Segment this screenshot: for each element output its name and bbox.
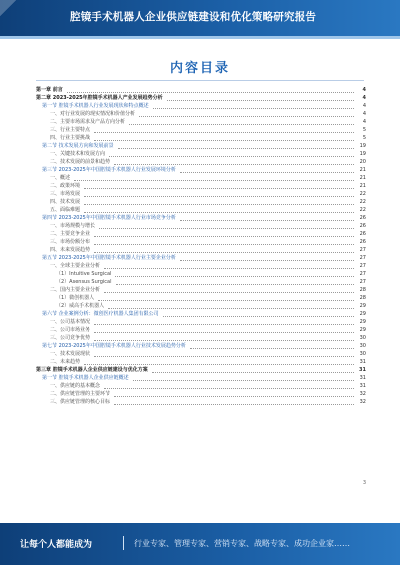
toc-entry-page: 29 [359,327,366,333]
toc-entry[interactable] [36,102,366,110]
toc-entry-label: 第二节 技术发展方向和发展前景 [42,143,114,149]
toc-entry-page: 5 [362,135,366,141]
toc-entry-label: （2）威高手术机器人 [56,303,105,309]
toc-entry[interactable] [36,286,366,294]
toc-entry-label: 一、对行业发展的现实情况和价值分析 [50,111,136,117]
toc-entry-page: 27 [359,271,366,277]
toc-entry-page: 26 [359,239,366,245]
toc-dot-leader [153,104,354,109]
toc-entry[interactable] [36,198,366,206]
toc-entry-label: 二、主要市场需求及产品方向分析 [50,119,126,125]
toc-entry-label: （1）Intuitive Surgical [56,271,112,277]
toc-dot-leader [94,248,354,253]
toc-entry-label: 第一节 腔镜手术机器人企业供应链概述 [42,375,129,381]
toc-dot-leader [94,240,354,245]
toc-dot-leader [99,224,354,229]
toc-dot-leader [108,304,354,309]
toc-entry-label: 一、供应链的基本概念 [50,383,101,389]
toc-entry-page: 29 [359,311,366,317]
toc-entry-page: 26 [359,215,366,221]
toc-entry-label: 一、市场规模与增长 [50,223,96,229]
toc-entry[interactable] [36,350,366,358]
toc-entry-page: 28 [359,287,366,293]
toc-entry-label: 第六节 企业案例分析：微创医疗机器人集团有限公司 [42,311,159,317]
toc-entry-page: 31 [359,359,366,365]
toc-entry[interactable] [36,94,366,102]
toc-dot-leader [94,128,354,133]
toc-entry[interactable] [36,302,366,310]
toc-entry-page: 29 [359,303,366,309]
toc-entry-label: 一、概述 [50,175,71,181]
report-title: 腔镜手术机器人企业供应链建设和优化策略研究报告 [70,11,317,23]
toc-entry-label: 二、国内主要企业分析 [50,287,101,293]
toc-entry[interactable] [36,206,366,214]
toc-entry[interactable] [36,134,366,142]
toc-entry-page: 19 [359,151,366,157]
toc-entry[interactable] [36,174,366,182]
toc-dot-leader [104,264,354,269]
toc-entry[interactable] [36,342,366,350]
toc-entry[interactable] [36,334,366,342]
toc-entry[interactable] [36,254,366,262]
toc-dot-leader [94,320,354,325]
toc-entry-page: 4 [362,95,366,101]
toc-entry-label: 第三章 腔镜手术机器人企业供应链建设与优化方案 [36,367,148,373]
toc-dot-leader [84,208,354,213]
toc-entry-label: 三、行业主要特点 [50,127,91,133]
toc-entry[interactable] [36,166,366,174]
toc-entry[interactable] [36,310,366,318]
toc-entry-label: 第二章 2023-2025年腔镜手术机器人产业发展趋势分析 [36,95,163,101]
toc-entry-label: 二、主要竞争企业 [50,231,91,237]
toc-entry-page: 5 [362,127,366,133]
toc-entry-label: 四、行业主要挑战 [50,135,91,141]
toc-dot-leader [167,96,354,101]
toc-entry-page: 32 [359,391,366,397]
toc-entry[interactable] [36,222,366,230]
toc-entry-label: 四、技术发展 [50,199,81,205]
toc-dot-leader [74,176,354,181]
toc-entry-page: 22 [359,207,366,213]
toc-dot-leader [133,376,354,381]
toc-entry-label: 第四节 2023-2025年中国腔镜手术机器人行业市场竞争分析 [42,215,176,221]
toc-entry-label: 二、政策环境 [50,183,81,189]
toc-dot-leader [180,168,354,173]
toc-entry[interactable] [36,214,366,222]
toc-dot-leader [67,88,354,93]
toc-entry-label: 二、技术发展的前景和趋势 [50,159,111,165]
toc-entry[interactable] [36,358,366,366]
toc-entry-page: 27 [359,263,366,269]
toc-dot-leader [84,360,354,365]
toc-entry-page: 30 [359,335,366,341]
toc-entry-page: 4 [362,87,366,93]
toc-list [36,86,366,406]
toc-entry-label: 二、未来趋势 [50,359,81,365]
toc-entry[interactable] [36,246,366,254]
toc-entry-page: 4 [362,103,366,109]
toc-entry-label: 第三节 2023-2025年中国腔镜手术机器人行业发展环境分析 [42,167,176,173]
toc-entry-label: 第七节 2023-2025年中国腔镜手术机器人行业技术发展趋势分析 [42,343,186,349]
toc-entry[interactable] [36,86,366,94]
toc-entry-page: 21 [359,175,366,181]
toc-entry[interactable] [36,238,366,246]
toc-entry-page: 26 [359,231,366,237]
toc-dot-leader [94,136,354,141]
toc-dot-leader [114,160,354,165]
toc-entry-page: 4 [362,119,366,125]
toc-entry-page: 22 [359,191,366,197]
toc-entry-label: 三、市场发展 [50,191,81,197]
toc-entry[interactable] [36,382,366,390]
toc-dot-leader [115,272,354,277]
toc-entry[interactable] [36,398,366,406]
toc-dot-leader [104,384,354,389]
toc-entry-label: 五、面临难题 [50,207,81,213]
toc-dot-leader [94,328,354,333]
toc-entry-label: 一、公司基本情况 [50,319,91,325]
toc-entry-label: 二、公司市场业务 [50,327,91,333]
toc-entry[interactable] [36,278,366,286]
toc-dot-leader [84,200,354,205]
toc-entry-label: 三、市场份额分布 [50,239,91,245]
toc-entry-label: 三、供应链管理的核心目标 [50,399,111,405]
toc-dot-leader [114,392,354,397]
toc-entry-page: 27 [359,247,366,253]
toc-dot-leader [94,232,354,237]
toc-entry-page: 27 [359,279,366,285]
toc-entry[interactable] [36,182,366,190]
toc-entry[interactable] [36,150,366,158]
footer-slogan: 让每个人都能成为 [20,540,93,550]
header-underline [0,36,400,39]
toc-entry-label: 四、未来发展趋势 [50,247,91,253]
footer-separator [123,536,124,550]
toc-entry-label: 第五节 2023-2025年中国腔镜手术机器人行业主要企业分析 [42,255,176,261]
toc-entry-page: 21 [359,167,366,173]
toc-entry-page: 26 [359,223,366,229]
toc-dot-leader [129,120,354,125]
toc-dot-leader [84,184,354,189]
toc-entry[interactable] [36,142,366,150]
toc-entry[interactable] [36,390,366,398]
toc-entry[interactable] [36,110,366,118]
toc-entry-page: 20 [359,159,366,165]
toc-entry[interactable] [36,230,366,238]
toc-entry[interactable] [36,366,366,374]
toc-dot-leader [94,352,354,357]
toc-entry[interactable] [36,262,366,270]
toc-dot-leader [190,344,354,349]
toc-entry-page: 19 [359,143,366,149]
toc-entry[interactable] [36,270,366,278]
footer-banner [0,523,400,565]
toc-entry[interactable] [36,318,366,326]
toc-dot-leader [118,144,354,149]
toc-entry-page: 22 [359,199,366,205]
toc-entry-label: （1）微创机器人 [56,295,95,301]
toc-entry-page: 31 [359,367,366,373]
toc-entry[interactable] [36,126,366,134]
toc-entry-page: 30 [359,343,366,349]
toc-title: 内容目录 [169,61,230,76]
toc-entry-page: 4 [362,111,366,117]
toc-entry-label: 一、技术发展现状 [50,351,91,357]
toc-divider [36,80,364,81]
toc-dot-leader [104,288,354,293]
toc-dot-leader [139,112,354,117]
toc-entry-page: 28 [359,295,366,301]
toc-dot-leader [84,192,354,197]
toc-dot-leader [152,368,354,373]
toc-entry-page: 30 [359,351,366,357]
toc-entry[interactable] [36,326,366,334]
toc-entry-label: 第一节 腔镜手术机器人行业发展现状和特点概述 [42,103,149,109]
toc-entry[interactable] [36,294,366,302]
toc-entry-page: 32 [359,399,366,405]
toc-dot-leader [94,336,354,341]
toc-dot-leader [116,280,355,285]
toc-dot-leader [109,152,354,157]
toc-entry-page: 27 [359,255,366,261]
header-decoration [0,0,54,36]
toc-dot-leader [180,216,354,221]
toc-entry-label: 一、关键技术和发展方向 [50,151,106,157]
toc-dot-leader [114,400,354,405]
footer-tagline: 行业专家、管理专家、营销专家、战略专家、成功企业家…… [134,539,350,548]
toc-entry-page: 29 [359,319,366,325]
toc-entry-label: 一、全球主要企业分析 [50,263,101,269]
toc-entry-page: 31 [359,375,366,381]
toc-entry-label: 三、公司竞争优势 [50,335,91,341]
toc-entry-label: （2）Asensus Surgical [56,279,112,285]
toc-entry-page: 31 [359,383,366,389]
toc-entry[interactable] [36,118,366,126]
toc-dot-leader [98,296,354,301]
toc-dot-leader [163,312,354,317]
toc-entry-label: 第一章 前言 [36,87,63,93]
page-number: 3 [362,480,366,486]
toc-entry[interactable] [36,190,366,198]
toc-entry-label: 二、供应链管理的主要环节 [50,391,111,397]
toc-entry[interactable] [36,158,366,166]
toc-entry[interactable] [36,374,366,382]
toc-dot-leader [180,256,354,261]
toc-entry-page: 21 [359,183,366,189]
header-banner [0,0,400,36]
